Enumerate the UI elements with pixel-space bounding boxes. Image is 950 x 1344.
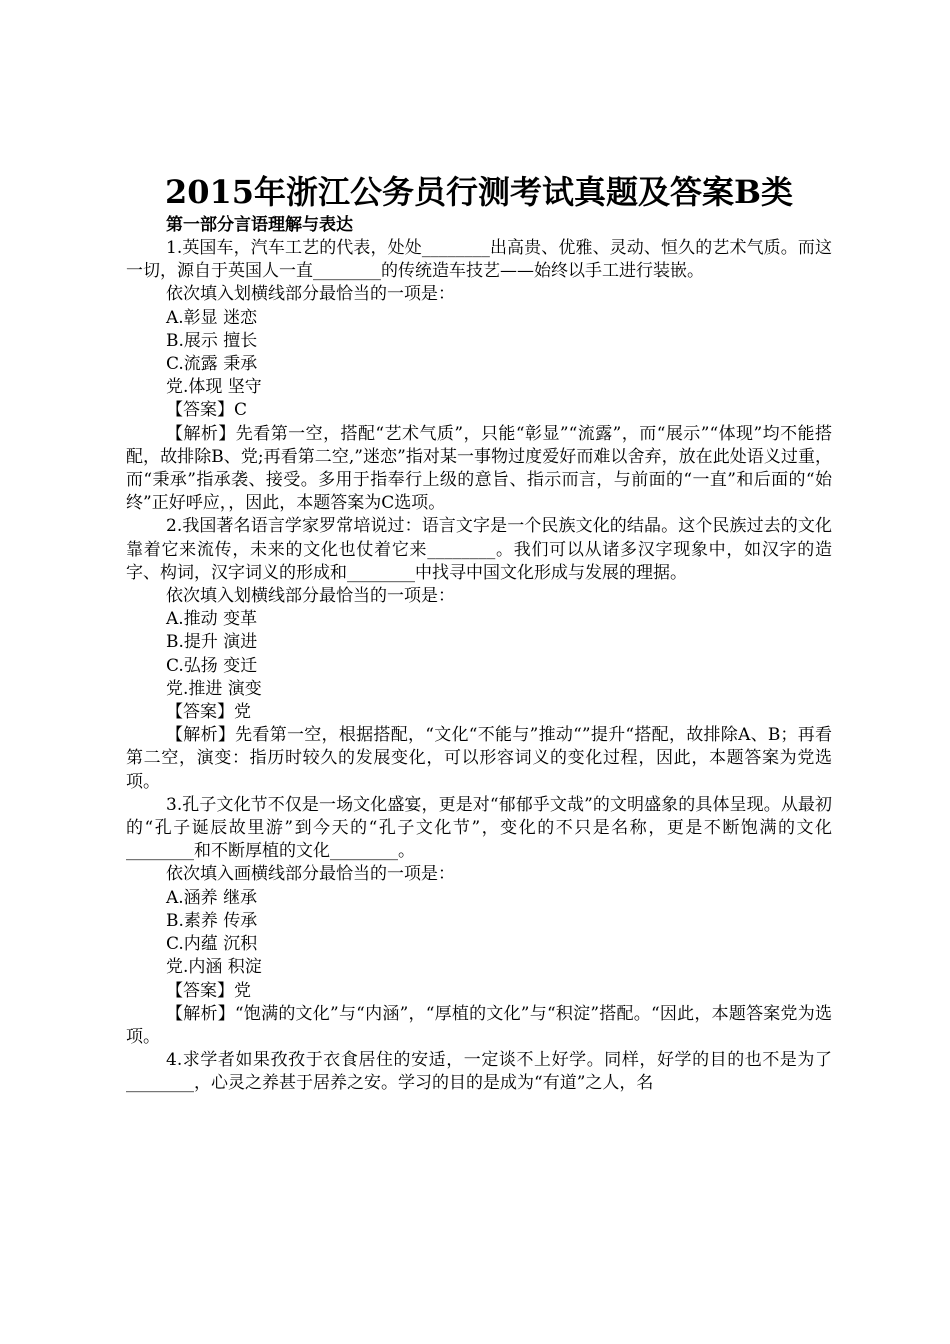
option-a: A.推动 变革 xyxy=(166,609,258,630)
analysis: 【解析】“饱满的文化”与“内涵”，“厚植的文化”与“积淀”搭配。“因此，本题答案党为选项。 xyxy=(126,1003,832,1047)
option-a: A.彰显 迷恋 xyxy=(166,307,258,328)
option-c: C.弘扬 变迁 xyxy=(166,655,258,676)
option-d: 党.内涵 积淀 xyxy=(166,957,262,978)
option-b: B.展示 擅长 xyxy=(166,330,258,351)
option-c: C.流露 秉承 xyxy=(166,354,258,375)
document-page xyxy=(126,170,832,1096)
question-stem: 1.英国车，汽车工艺的代表，处处________出高贵、优雅、灵动、恒久的艺术气质。而这一切，源自于英国人一直________的传统造车技艺——始终以手工进行装嵌。 xyxy=(126,238,832,282)
question-stem: 3.孔子文化节不仅是一场文化盛宴，更是对“郁郁乎文哉”的文明盛象的具体呈现。从最初的“孔子诞辰故里游”到今天的“孔子文化节”，变化的不只是名称，更是不断饱满的文化________和不断厚植的文化________。 xyxy=(126,794,832,862)
question-prompt: 依次填入划横线部分最恰当的一项是： xyxy=(166,586,455,607)
option-d: 党.体现 坚守 xyxy=(166,377,262,398)
option-b: B.素养 传承 xyxy=(166,910,258,931)
analysis: 【解析】先看第一空，搭配“艺术气质”，只能“彰显”“流露”，而“展示”“体现”均不能搭配，故排除B、党;再看第二空,”迷恋”指对某一事物过度爱好而难以舍弃，放在此处语义过重，而“秉承”指承袭、接受。多用于指奉行上级的意旨、指示而言，与前面的“一直”和后面的“始终”正好呼应，，因此，本题答案为C选项。 xyxy=(126,423,832,514)
answer: 【答案】C xyxy=(166,400,248,421)
question-stem: 4.求学者如果孜孜于衣食居住的安适，一定谈不上好学。同样，好学的目的也不是为了________，心灵之养甚于居养之安。学习的目的是成为“有道”之人，名 xyxy=(126,1050,832,1094)
answer: 【答案】党 xyxy=(166,980,251,1001)
document-title: 2015年浙江公务员行测考试真题及答案B类 xyxy=(164,173,794,211)
question-prompt: 依次填入画横线部分最恰当的一项是： xyxy=(166,864,455,885)
option-c: C.内蕴 沉积 xyxy=(166,934,258,955)
section-heading: 第一部分言语理解与表达 xyxy=(166,215,353,235)
option-d: 党.推进 演变 xyxy=(166,678,262,699)
analysis: 【解析】先看第一空，根据搭配，“文化“不能与”推动“”提升“搭配，故排除A、B；再看第二空，演变：指历时较久的发展变化，可以形容词义的变化过程，因此，本题答案为党选项。 xyxy=(126,725,832,792)
answer: 【答案】党 xyxy=(166,702,251,723)
option-b: B.提升 演进 xyxy=(166,632,258,653)
option-a: A.涵养 继承 xyxy=(166,887,258,908)
question-stem: 2.我国著名语言学家罗常培说过：语言文字是一个民族文化的结晶。这个民族过去的文化靠着它来流传，未来的文化也仗着它来________。我们可以从诸多汉字现象中，如汉字的造字、构词，汉字词义的形成和________中找寻中国文化形成与发展的理据。 xyxy=(126,516,832,583)
question-prompt: 依次填入划横线部分最恰当的一项是： xyxy=(166,284,455,305)
